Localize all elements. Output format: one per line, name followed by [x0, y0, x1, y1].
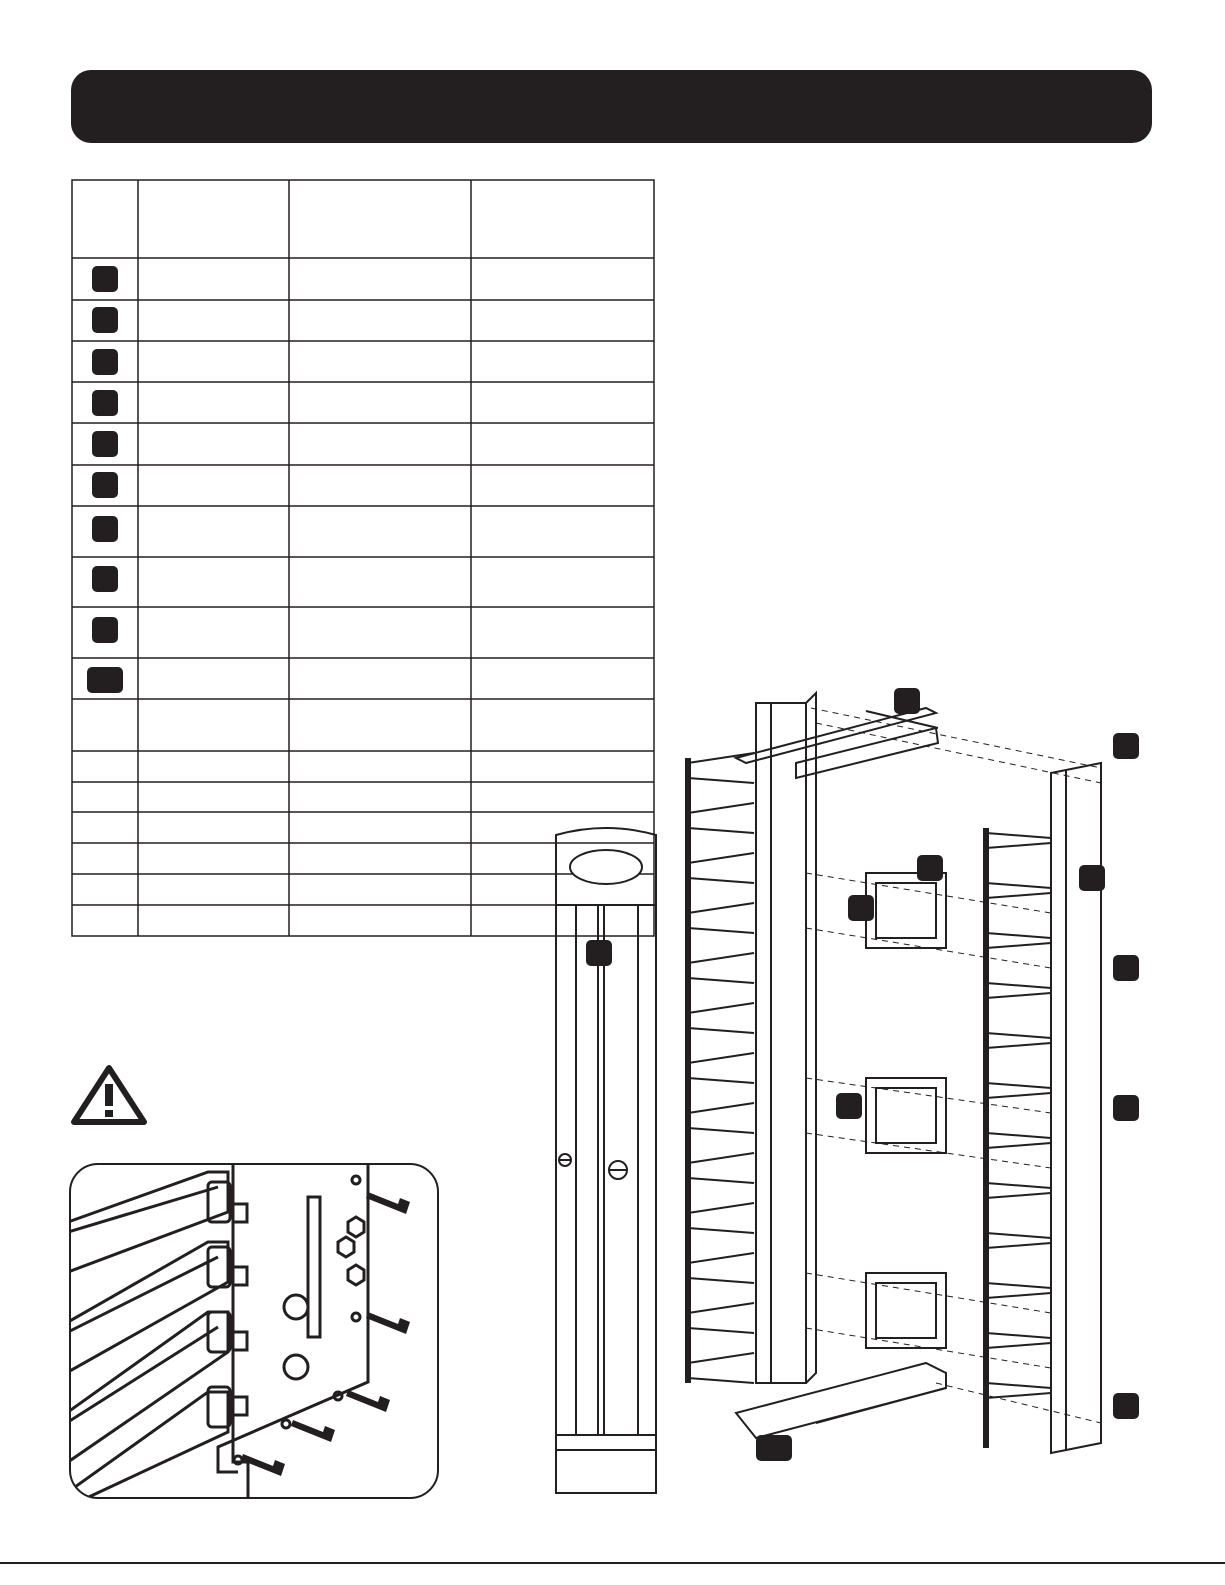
bolt-detail-illustration: [68, 1162, 440, 1502]
part-badge-2: [92, 307, 118, 333]
parts-table-grid: [71, 179, 655, 937]
assembly-badge-right-lower: [1113, 1095, 1139, 1121]
assembly-badge-right-bottom: [1113, 1393, 1139, 1419]
part-badge-5: [92, 431, 118, 457]
assembly-badge-bracket: [917, 855, 943, 881]
assembly-badge-right-panel: [1079, 865, 1105, 891]
cable-manager-exploded-view: [676, 683, 1158, 1473]
part-badge-9: [92, 617, 118, 643]
part-badge-7: [92, 516, 118, 542]
end-cap-illustration: [548, 825, 663, 1505]
part-badge-1: [92, 266, 118, 292]
assembly-badge-bracket-2: [836, 1093, 862, 1119]
part-badge-10: [87, 667, 123, 693]
assembly-badge-bracket-1: [848, 895, 874, 921]
parts-table: [71, 179, 655, 937]
part-badge-6: [92, 472, 118, 498]
assembly-badge-top: [894, 688, 920, 714]
header-bar: [71, 70, 1152, 143]
part-badge-8: [92, 566, 118, 592]
end-cap-badge: [586, 940, 612, 966]
assembly-badge-right-top: [1113, 733, 1139, 759]
assembly-badge-right-mid: [1113, 955, 1139, 981]
footer-line: [0, 1562, 1225, 1564]
assembly-badge-bottom: [756, 1435, 792, 1461]
part-badge-4: [92, 390, 118, 416]
part-badge-3: [92, 349, 118, 375]
warning-triangle-icon: [70, 1064, 148, 1126]
